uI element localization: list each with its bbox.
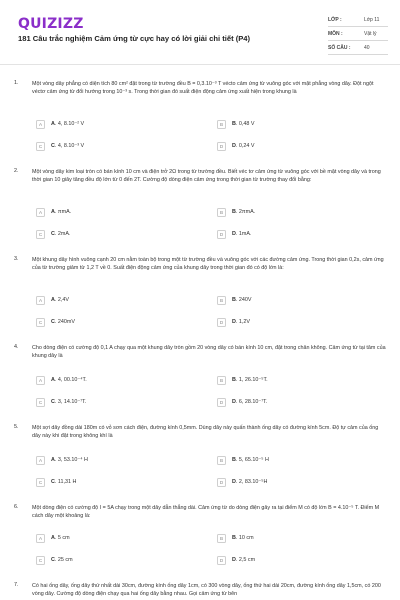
meta-subject-value: Vật lý bbox=[364, 31, 377, 37]
meta-subject bbox=[328, 31, 388, 40]
question-number: 4. bbox=[14, 344, 19, 350]
meta-divider bbox=[328, 54, 388, 55]
option-badge: B bbox=[217, 120, 226, 129]
meta-class-label: LỚP : bbox=[328, 17, 342, 23]
question-3 bbox=[0, 256, 400, 332]
header-divider bbox=[0, 64, 400, 65]
option-badge: B bbox=[217, 296, 226, 305]
option-badge: A bbox=[36, 376, 45, 385]
option-text: C. 11,31 H bbox=[51, 479, 77, 485]
question-number: 1. bbox=[14, 80, 19, 86]
worksheet-title: 181 Câu trắc nghiệm Cảm ứng từ cực hay có lời giải chi tiết (P4) bbox=[18, 34, 251, 43]
meta-class-value: Lớp 11 bbox=[364, 17, 380, 23]
option-badge: B bbox=[217, 456, 226, 465]
question-2 bbox=[0, 168, 400, 244]
option-badge: D bbox=[217, 318, 226, 327]
question-7 bbox=[0, 582, 400, 600]
option-badge: B bbox=[217, 376, 226, 385]
option-text: C. 4, 8.10⁻³ V bbox=[51, 143, 85, 149]
option-text: D. 2, 83.10⁻⁵H bbox=[232, 479, 268, 485]
option-text: C. 2mA. bbox=[51, 231, 71, 237]
option-text: B. 240V bbox=[232, 297, 252, 303]
option-badge: D bbox=[217, 556, 226, 565]
meta-count-label: SỐ CÂU : bbox=[328, 45, 351, 51]
option-badge: B bbox=[217, 208, 226, 217]
option-text: C. 25 cm bbox=[51, 557, 73, 563]
option-badge: C bbox=[36, 398, 45, 407]
meta-subject-label: MÔN : bbox=[328, 31, 343, 37]
question-number: 7. bbox=[14, 582, 19, 588]
question-1 bbox=[0, 80, 400, 156]
question-6 bbox=[0, 504, 400, 572]
option-text: D. 6, 28.10⁻⁷T. bbox=[232, 399, 268, 405]
meta-count-value: 40 bbox=[364, 45, 370, 51]
option-text: D. 0,24 V bbox=[232, 143, 255, 149]
option-badge: A bbox=[36, 456, 45, 465]
meta-divider bbox=[328, 40, 388, 41]
option-badge: D bbox=[217, 398, 226, 407]
question-number: 3. bbox=[14, 256, 19, 262]
question-text: Một vòng dây kim loại tròn có bán kính 10 cm và điện trở 2Ω trong từ trường đều. Biết véc tơ cảm ứng từ vuông góc với bề mặt vòng dây và trong thời gian 10 giây tăng đều độ lớn từ 0 đến 2T. Cường độ dòng điện cảm ứng trong thời gian từ trường thay đổi bằng: bbox=[32, 169, 381, 183]
option-badge: C bbox=[36, 556, 45, 565]
option-badge: D bbox=[217, 478, 226, 487]
question-text: Có hai ống dây, ống dây thứ nhất dài 30cm, đường kính ống dây 1cm, có 300 vòng dây, ống thứ hai dài 20cm, đường kính ống dây 1,5cm, có 200 vòng dây. Cường độ dòng điện chạy qua hai ống dây bằng nhau. Gọi cảm ứng từ bên bbox=[32, 583, 381, 597]
question-number: 5. bbox=[14, 424, 19, 430]
option-text: B. 10 cm bbox=[232, 535, 254, 541]
option-badge: B bbox=[217, 534, 226, 543]
option-text: D. 2,5 cm bbox=[232, 557, 256, 563]
option-badge: C bbox=[36, 142, 45, 151]
option-text: B. 0,48 V bbox=[232, 121, 255, 127]
question-text: Một vòng dây phẳng có diện tích 80 cm² đặt trong từ trường đều B = 0,3.10⁻³ T vécto cảm ứng từ vuông góc với mặt phẳng vòng dây. Đột ngột véctơ cảm ứng từ đổi hướng trong 10⁻³ s. Trong thời gian đó suất điện động cảm ứng xuất hiện trong khung là bbox=[32, 81, 374, 95]
option-text: A. πmA. bbox=[51, 209, 72, 215]
option-badge: A bbox=[36, 208, 45, 217]
option-text: D. 1,2V bbox=[232, 319, 250, 325]
question-text: Một sợi dây đồng dài 180m có vỏ sơn cách điện, đường kính 0,5mm. Dùng dây này quấn thành ống dây có đường kính 5cm. Độ tự cảm của ống dây này khi đặt trong không khí là bbox=[32, 425, 379, 439]
option-badge: C bbox=[36, 230, 45, 239]
option-text: A. 3, 53.10⁻⁴ H bbox=[51, 457, 88, 463]
option-badge: A bbox=[36, 120, 45, 129]
option-text: A. 4, 8.10⁻² V bbox=[51, 121, 85, 127]
option-badge: A bbox=[36, 534, 45, 543]
option-text: D. 1mA. bbox=[232, 231, 252, 237]
question-number: 6. bbox=[14, 504, 19, 510]
worksheet-meta bbox=[328, 14, 388, 60]
question-text: Một khung dây hình vuông cạnh 20 cm nằm toàn bộ trong một từ trường đều và vuông góc với các đường cảm ứng. Trong thời gian 0,2s, cảm ứng của từ trường giảm từ 1,2 T về 0. Suất điện động cảm ứng của khung dây trong thời gian đó có độ lớn là: bbox=[32, 257, 384, 271]
worksheet-header bbox=[0, 0, 400, 64]
option-text: A. 4, 00.10⁻⁴T. bbox=[51, 377, 87, 383]
question-text: Một dòng điện có cường độ I = 5A chạy trong một dây dẫn thẳng dài. Cảm ứng từ do dòng điện gây ra tại điểm M có độ lớn B = 4.10⁻⁵ T. Điểm M cách dây một khoảng là: bbox=[32, 505, 380, 519]
option-badge: A bbox=[36, 296, 45, 305]
question-4 bbox=[0, 344, 400, 412]
meta-count bbox=[328, 45, 388, 54]
option-text: B. 5, 65.10⁻⁵ H bbox=[232, 457, 269, 463]
option-text: C. 240mV bbox=[51, 319, 75, 325]
option-text: A. 5 cm bbox=[51, 535, 70, 541]
option-text: B. 2πmA. bbox=[232, 209, 256, 215]
option-text: C. 3, 14.10⁻⁷T. bbox=[51, 399, 87, 405]
option-badge: D bbox=[217, 142, 226, 151]
meta-class bbox=[328, 17, 388, 26]
option-text: A. 2,4V bbox=[51, 297, 69, 303]
option-badge: C bbox=[36, 318, 45, 327]
question-text: Cho dòng điện có cường độ 0,1 A chạy qua một khung dây tròn gồm 20 vòng dây có bán kính 10 cm, đặt trong chân không. Cảm ứng từ tại tâm của khung dây là bbox=[32, 345, 386, 359]
meta-divider bbox=[328, 26, 388, 27]
question-number: 2. bbox=[14, 168, 19, 174]
option-text: B. 1, 26.10⁻⁵T. bbox=[232, 377, 268, 383]
quizizz-logo: QUIZIZZ bbox=[18, 16, 84, 32]
option-badge: C bbox=[36, 478, 45, 487]
option-badge: D bbox=[217, 230, 226, 239]
question-5 bbox=[0, 424, 400, 492]
